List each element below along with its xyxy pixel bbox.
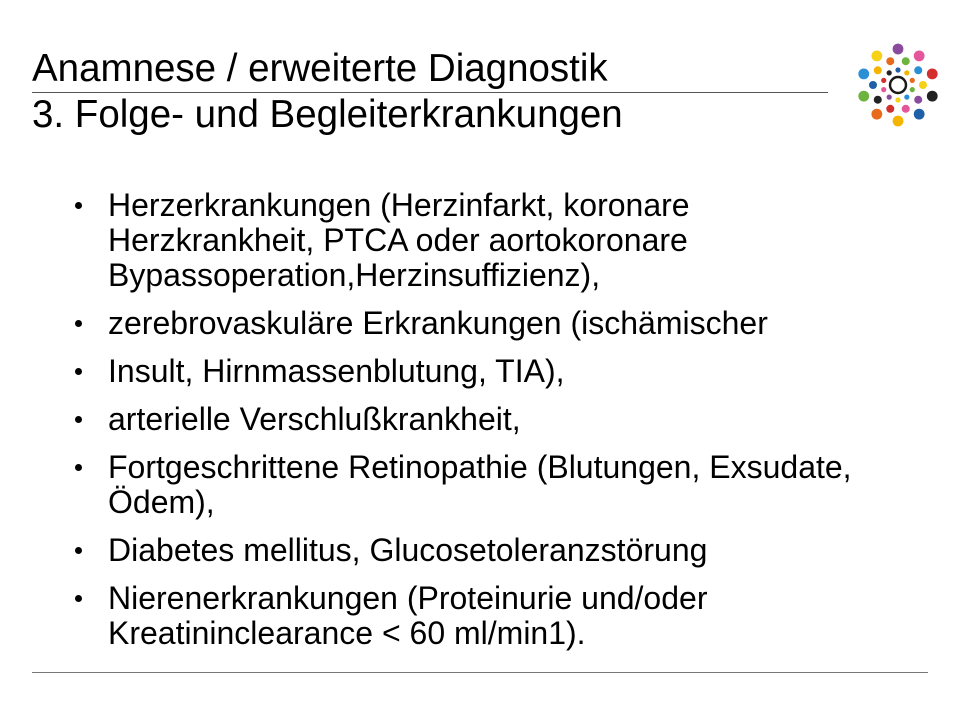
logo-dot xyxy=(927,91,938,102)
logo-dot xyxy=(874,66,882,74)
bullet-line: arterielle Verschlußkrankheit, xyxy=(108,401,521,437)
logo-dot xyxy=(902,105,910,113)
bullet-item xyxy=(0,306,960,341)
bullet-icon xyxy=(75,202,82,209)
bullet-item xyxy=(0,450,960,520)
logo-dot xyxy=(914,96,922,104)
bullet-line: Fortgeschrittene Retinopathie (Blutungen, Exsudate, xyxy=(108,449,852,485)
slide-subtitle: 3. Folge- und Begleiterkrankungen xyxy=(32,93,623,136)
logo-dot xyxy=(881,87,886,92)
logo-dot xyxy=(893,44,904,55)
logo-dot xyxy=(927,68,938,79)
bullet-icon xyxy=(75,464,82,471)
bullet-icon xyxy=(75,320,82,327)
logo-dot xyxy=(887,95,892,100)
bullet-item xyxy=(0,354,960,389)
bullet-item xyxy=(0,402,960,437)
logo-dot xyxy=(910,78,915,83)
bullet-icon xyxy=(75,595,82,602)
bullet-line: Kreatininclearance < 60 ml/min1). xyxy=(108,615,586,651)
logo-dot xyxy=(904,70,909,75)
logo-dot xyxy=(869,81,877,89)
bullet-icon xyxy=(75,547,82,554)
bullet-icon xyxy=(75,416,82,423)
logo-dot xyxy=(871,109,882,120)
bullet-line: zerebrovaskuläre Erkrankungen (ischämischer xyxy=(108,305,768,341)
bullet-line: Nierenerkrankungen (Proteinurie und/oder xyxy=(108,580,708,616)
bullet-line: Herzkrankheit, PTCA oder aortokoronare xyxy=(108,222,688,258)
logo-dot xyxy=(914,66,922,74)
bullet-line: Ödem), xyxy=(108,484,215,520)
logo-dot xyxy=(910,87,915,92)
logo-dot xyxy=(914,109,925,120)
slide-title: Anamnese / erweiterte Diagnostik xyxy=(32,47,608,90)
logo-dot xyxy=(893,116,904,127)
bullet-item xyxy=(0,533,960,568)
logo-dot xyxy=(874,96,882,104)
logo-dot xyxy=(881,78,886,83)
bullet-item xyxy=(0,188,960,293)
bullet-list xyxy=(0,188,960,664)
logo-dot xyxy=(886,105,894,113)
bullet-line: Diabetes mellitus, Glucosetoleranzstörung xyxy=(108,532,708,568)
bullet-line: Bypassoperation,Herzinsuffizienz), xyxy=(108,257,601,293)
logo-dot xyxy=(886,57,894,65)
logo xyxy=(852,39,944,131)
bullet-item xyxy=(0,581,960,651)
logo-dot xyxy=(887,70,892,75)
bullet-line: Herzerkrankungen (Herzinfarkt, koronare xyxy=(108,187,690,223)
bullet-icon xyxy=(75,368,82,375)
dot-burst-logo-icon xyxy=(852,39,944,131)
logo-dot xyxy=(871,50,882,61)
logo-dot xyxy=(858,68,869,79)
logo-dot xyxy=(919,81,927,89)
logo-dot xyxy=(895,97,900,102)
logo-dot xyxy=(914,50,925,61)
logo-dot xyxy=(895,67,900,72)
logo-dot xyxy=(858,91,869,102)
footer-rule xyxy=(32,672,928,673)
logo-dot xyxy=(902,57,910,65)
logo-dot xyxy=(904,95,909,100)
bullet-line: Insult, Hirnmassenblutung, TIA), xyxy=(108,353,565,389)
logo-center-ring xyxy=(890,77,906,93)
